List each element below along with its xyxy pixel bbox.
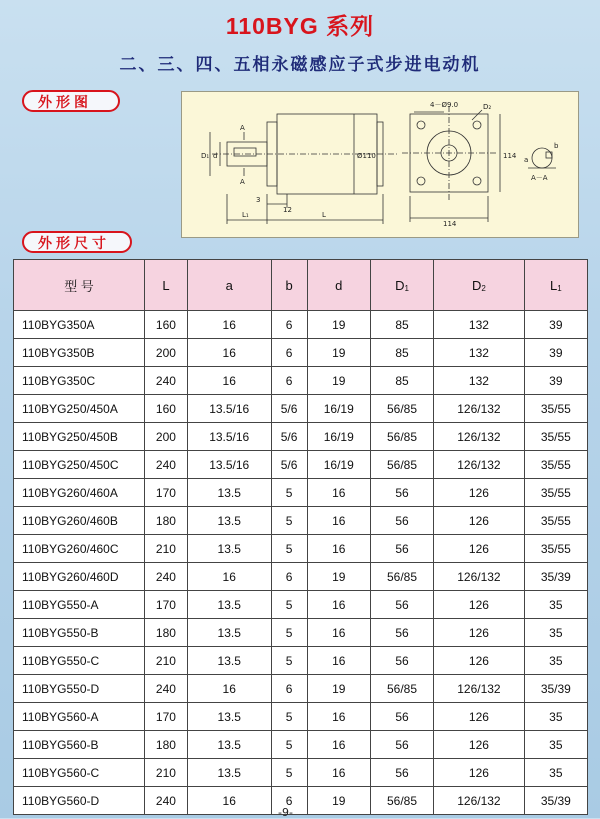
cell-b: 6 xyxy=(271,675,307,703)
cell-b: 5 xyxy=(271,619,307,647)
cell-d2: 132 xyxy=(434,311,525,339)
label-holes: 4－Ø9.0 xyxy=(430,101,459,109)
cell-b: 5 xyxy=(271,507,307,535)
cell-model: 110BYG260/460A xyxy=(14,479,145,507)
cell-d1: 56 xyxy=(370,591,433,619)
cell-l: 200 xyxy=(145,423,188,451)
mount-hole-tr xyxy=(473,121,481,129)
cell-d1: 56 xyxy=(370,507,433,535)
cell-b: 5 xyxy=(271,647,307,675)
label-114-side: 114 xyxy=(503,152,517,160)
cell-l: 170 xyxy=(145,591,188,619)
cell-d: 19 xyxy=(307,367,370,395)
dimension-table xyxy=(13,259,588,815)
cell-model: 110BYG260/460B xyxy=(14,507,145,535)
cell-l: 210 xyxy=(145,759,188,787)
col-header-l: L xyxy=(145,260,188,311)
cell-a: 13.5 xyxy=(187,647,271,675)
col-header-l1: $L_1$ xyxy=(524,260,587,311)
cell-b: 5 xyxy=(271,535,307,563)
cell-model: 110BYG560-D xyxy=(14,787,145,815)
cell-l1: 35/55 xyxy=(524,535,587,563)
cell-b: 6 xyxy=(271,367,307,395)
cell-l1: 35 xyxy=(524,591,587,619)
cell-d1: 56 xyxy=(370,535,433,563)
cell-l: 180 xyxy=(145,619,188,647)
cell-d: 16 xyxy=(307,507,370,535)
col-header-b: b xyxy=(271,260,307,311)
cell-d2: 132 xyxy=(434,339,525,367)
section-aa-key xyxy=(546,152,552,158)
cell-l1: 35/55 xyxy=(524,507,587,535)
cell-model: 110BYG350A xyxy=(14,311,145,339)
cell-b: 6 xyxy=(271,311,307,339)
cell-a: 13.5/16 xyxy=(187,395,271,423)
cell-b: 6 xyxy=(271,339,307,367)
cell-d: 16 xyxy=(307,535,370,563)
cell-d2: 126 xyxy=(434,535,525,563)
cell-l1: 39 xyxy=(524,311,587,339)
cell-l1: 35/39 xyxy=(524,787,587,815)
cell-d: 19 xyxy=(307,339,370,367)
cell-a: 13.5 xyxy=(187,507,271,535)
cell-a: 13.5 xyxy=(187,703,271,731)
table-row xyxy=(14,535,588,563)
cell-model: 110BYG560-C xyxy=(14,759,145,787)
cell-d2: 126 xyxy=(434,591,525,619)
cell-l: 240 xyxy=(145,367,188,395)
cell-l: 210 xyxy=(145,535,188,563)
cell-d1: 56 xyxy=(370,731,433,759)
cell-d1: 56/85 xyxy=(370,451,433,479)
cell-d: 16 xyxy=(307,647,370,675)
cell-d: 16 xyxy=(307,619,370,647)
cell-l1: 35 xyxy=(524,731,587,759)
cell-l1: 35/39 xyxy=(524,675,587,703)
cell-d2: 126 xyxy=(434,647,525,675)
label-dia110: Ø110 xyxy=(357,152,376,160)
mount-hole-tl xyxy=(417,121,425,129)
label-114-bottom: 114 xyxy=(443,220,457,228)
cell-b: 5/6 xyxy=(271,395,307,423)
cell-d1: 85 xyxy=(370,339,433,367)
cell-l: 240 xyxy=(145,451,188,479)
cell-l1: 35/55 xyxy=(524,423,587,451)
label-l: L xyxy=(322,211,326,219)
col-header-d1: $D_1$ xyxy=(370,260,433,311)
section-label-outline-dimensions: 外形尺寸 xyxy=(22,231,132,253)
cell-d: 16/19 xyxy=(307,423,370,451)
table-row xyxy=(14,563,588,591)
cell-l1: 35/55 xyxy=(524,479,587,507)
cell-d2: 126/132 xyxy=(434,675,525,703)
cell-d1: 56/85 xyxy=(370,675,433,703)
cell-d2: 126/132 xyxy=(434,423,525,451)
cell-d1: 56 xyxy=(370,619,433,647)
cell-d: 16/19 xyxy=(307,395,370,423)
cell-model: 110BYG550-A xyxy=(14,591,145,619)
table-row xyxy=(14,451,588,479)
mount-hole-bl xyxy=(417,177,425,185)
cell-d1: 56/85 xyxy=(370,563,433,591)
table-row xyxy=(14,507,588,535)
cell-d: 16 xyxy=(307,703,370,731)
cell-model: 110BYG250/450B xyxy=(14,423,145,451)
cell-d1: 56 xyxy=(370,479,433,507)
col-header-d: d xyxy=(307,260,370,311)
cell-l: 180 xyxy=(145,731,188,759)
cell-d2: 126 xyxy=(434,759,525,787)
cell-d: 16 xyxy=(307,479,370,507)
cell-b: 5 xyxy=(271,759,307,787)
cell-l: 240 xyxy=(145,675,188,703)
cell-a: 16 xyxy=(187,563,271,591)
cell-d: 16 xyxy=(307,759,370,787)
label-section-name: A－A xyxy=(531,174,548,182)
cell-d: 19 xyxy=(307,311,370,339)
page-number: -9- xyxy=(278,806,293,819)
table-row xyxy=(14,423,588,451)
label-a-top: A xyxy=(240,124,245,132)
cell-d2: 126/132 xyxy=(434,395,525,423)
cell-d2: 126/132 xyxy=(434,787,525,815)
table-row xyxy=(14,367,588,395)
cell-d2: 126/132 xyxy=(434,451,525,479)
cell-a: 16 xyxy=(187,367,271,395)
cell-a: 16 xyxy=(187,311,271,339)
cell-a: 13.5 xyxy=(187,479,271,507)
col-header-model: 型 号 xyxy=(14,260,145,311)
cell-d2: 132 xyxy=(434,367,525,395)
cell-d: 16 xyxy=(307,591,370,619)
cell-l1: 35/55 xyxy=(524,395,587,423)
cell-d1: 56 xyxy=(370,759,433,787)
cell-model: 110BYG260/460D xyxy=(14,563,145,591)
cell-l1: 35 xyxy=(524,703,587,731)
cell-a: 16 xyxy=(187,675,271,703)
cell-model: 110BYG550-D xyxy=(14,675,145,703)
shaft-keyway xyxy=(234,148,256,156)
cell-l1: 35/39 xyxy=(524,563,587,591)
table-row xyxy=(14,703,588,731)
cell-l: 240 xyxy=(145,563,188,591)
label-12: 12 xyxy=(283,206,292,214)
cell-d1: 56 xyxy=(370,703,433,731)
table-row xyxy=(14,395,588,423)
label-d1: D₁ xyxy=(201,152,210,160)
table-row xyxy=(14,731,588,759)
table-row xyxy=(14,619,588,647)
cell-d2: 126 xyxy=(434,479,525,507)
cell-a: 16 xyxy=(187,787,271,815)
cell-l: 180 xyxy=(145,507,188,535)
cell-b: 5 xyxy=(271,731,307,759)
cell-b: 5 xyxy=(271,479,307,507)
cell-b: 5/6 xyxy=(271,423,307,451)
cell-d2: 126 xyxy=(434,731,525,759)
cell-d1: 85 xyxy=(370,311,433,339)
cell-b: 5/6 xyxy=(271,451,307,479)
cell-a: 13.5 xyxy=(187,591,271,619)
cell-d1: 56/85 xyxy=(370,395,433,423)
table-row xyxy=(14,647,588,675)
outline-drawing xyxy=(182,92,580,239)
cell-l1: 39 xyxy=(524,367,587,395)
cell-l: 240 xyxy=(145,787,188,815)
label-d2: D₂ xyxy=(483,103,492,111)
cell-l: 200 xyxy=(145,339,188,367)
cell-model: 110BYG550-B xyxy=(14,619,145,647)
cell-model: 110BYG250/450C xyxy=(14,451,145,479)
cell-model: 110BYG260/460C xyxy=(14,535,145,563)
cell-d1: 56/85 xyxy=(370,423,433,451)
cell-d: 19 xyxy=(307,563,370,591)
cell-l: 160 xyxy=(145,311,188,339)
cell-l1: 35 xyxy=(524,759,587,787)
cell-l1: 35 xyxy=(524,647,587,675)
table-row xyxy=(14,787,588,815)
page-subtitle: 二、三、四、五相永磁感应子式步进电动机 xyxy=(119,55,481,75)
table-row xyxy=(14,479,588,507)
cell-a: 13.5 xyxy=(187,759,271,787)
cell-d2: 126 xyxy=(434,619,525,647)
cell-model: 110BYG550-C xyxy=(14,647,145,675)
label-section-a: a xyxy=(524,156,529,164)
cell-d2: 126 xyxy=(434,703,525,731)
cell-a: 16 xyxy=(187,339,271,367)
dim-d2-leader xyxy=(472,110,482,120)
cell-a: 13.5 xyxy=(187,619,271,647)
cell-l: 170 xyxy=(145,703,188,731)
cell-d2: 126 xyxy=(434,507,525,535)
table-row xyxy=(14,339,588,367)
section-label-outline-drawing: 外形图 xyxy=(22,90,120,112)
cell-a: 13.5 xyxy=(187,731,271,759)
cell-l: 160 xyxy=(145,395,188,423)
mount-hole-br xyxy=(473,177,481,185)
label-section-b: b xyxy=(554,142,559,150)
cell-d1: 56 xyxy=(370,647,433,675)
outline-drawing-panel xyxy=(181,91,579,238)
cell-d1: 56/85 xyxy=(370,787,433,815)
table-row xyxy=(14,591,588,619)
cell-a: 13.5 xyxy=(187,535,271,563)
cell-model: 110BYG250/450A xyxy=(14,395,145,423)
cell-d: 16/19 xyxy=(307,451,370,479)
table-body xyxy=(14,311,588,815)
page-title: 110BYG 系列 xyxy=(225,13,375,39)
label-a-bottom: A xyxy=(240,178,245,186)
label-d: d xyxy=(213,152,218,160)
cell-d: 19 xyxy=(307,787,370,815)
cell-b: 6 xyxy=(271,787,307,815)
label-l1: L₁ xyxy=(242,211,249,219)
table-row xyxy=(14,759,588,787)
cell-b: 6 xyxy=(271,563,307,591)
table-row xyxy=(14,311,588,339)
cell-model: 110BYG560-B xyxy=(14,731,145,759)
cell-l: 170 xyxy=(145,479,188,507)
table-row xyxy=(14,675,588,703)
cell-l1: 35/55 xyxy=(524,451,587,479)
label-3: 3 xyxy=(256,196,261,204)
cell-a: 13.5/16 xyxy=(187,423,271,451)
cell-l: 210 xyxy=(145,647,188,675)
cell-d: 19 xyxy=(307,675,370,703)
cell-model: 110BYG350C xyxy=(14,367,145,395)
cell-d2: 126/132 xyxy=(434,563,525,591)
cell-model: 110BYG560-A xyxy=(14,703,145,731)
cell-l1: 35 xyxy=(524,619,587,647)
col-header-a: a xyxy=(187,260,271,311)
cell-b: 5 xyxy=(271,591,307,619)
col-header-d2: $D_2$ xyxy=(434,260,525,311)
cell-model: 110BYG350B xyxy=(14,339,145,367)
cell-d1: 85 xyxy=(370,367,433,395)
cell-a: 13.5/16 xyxy=(187,451,271,479)
cell-l1: 39 xyxy=(524,339,587,367)
cell-b: 5 xyxy=(271,703,307,731)
table-header-row xyxy=(14,260,588,311)
cell-d: 16 xyxy=(307,731,370,759)
